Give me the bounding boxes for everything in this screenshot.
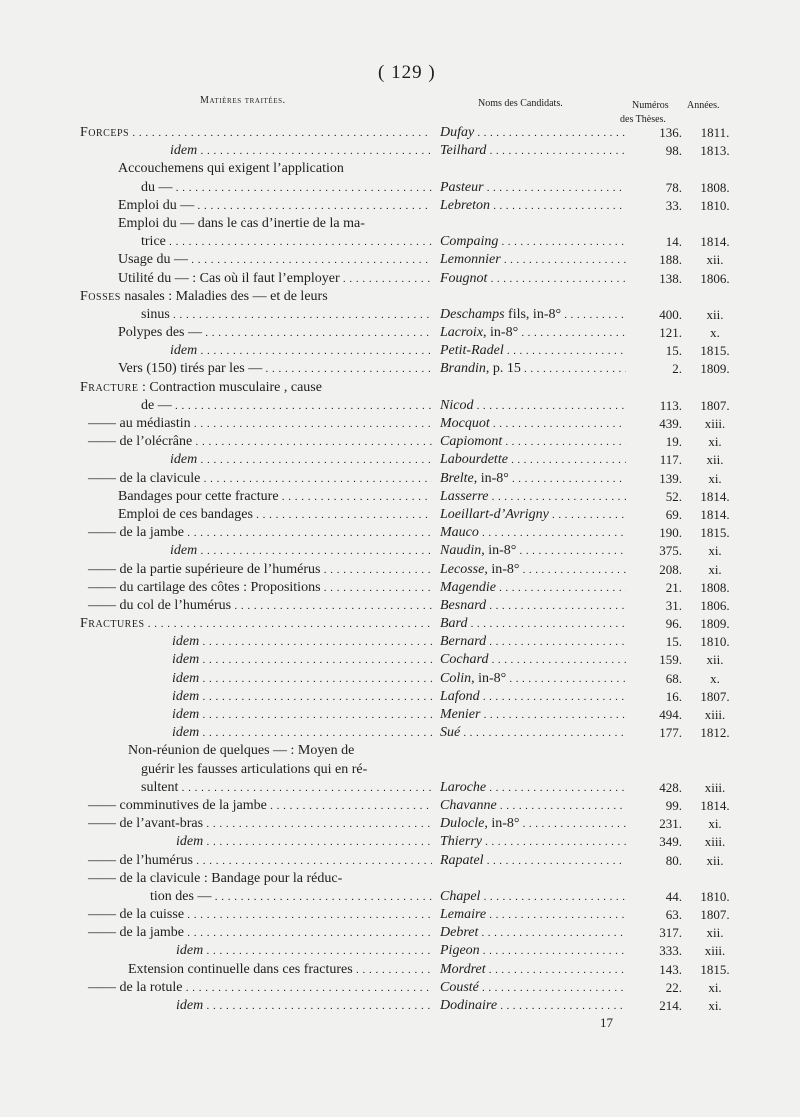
thesis-number-cell: 22.: [665, 979, 682, 995]
year-cell: 1814.: [700, 797, 730, 813]
candidate-cell: Naudin, in-8° . . .: [440, 542, 626, 560]
year-cell: 1809.: [700, 616, 730, 632]
table-row: [0, 997, 800, 1015]
thesis-number-cell: 214.: [659, 998, 682, 1013]
thesis-number-cell: 52.: [665, 488, 682, 504]
candidate-cell: Lasserre . . .: [440, 488, 626, 506]
subject-cell: Emploi du — . . .: [0, 197, 432, 215]
table-row: [0, 451, 800, 469]
subject-cell: Usage du — . . .: [0, 251, 432, 269]
table-row: [0, 797, 800, 815]
subject-cell: idem . . .: [0, 833, 432, 851]
candidate-cell: Capiomont . . .: [440, 433, 626, 451]
thesis-number-cell: 96.: [665, 616, 682, 632]
subject-cell: Emploi de ces bandages . . .: [0, 506, 432, 524]
subject-cell: Non-réunion de quelques — : Moyen de: [128, 743, 355, 759]
year-cell: 1815.: [700, 961, 730, 977]
candidate-cell: Bard . . .: [440, 615, 626, 633]
subject-cell: Vers (150) tirés par les — . . .: [0, 360, 432, 378]
table-row: [0, 597, 800, 615]
subject-cell: idem . . .: [0, 724, 432, 742]
year-cell: 1815.: [700, 343, 730, 359]
subject-cell: sultent . . .: [0, 779, 432, 797]
year-cell: 1811.: [700, 125, 730, 140]
year-cell: xi.: [708, 816, 722, 832]
table-row: [0, 924, 800, 942]
subject-cell: Utilité du — : Cas où il faut l’employer . . .: [0, 270, 432, 288]
year-cell: 1807.: [700, 688, 730, 704]
subject-cell: Fractures . . .: [0, 615, 432, 633]
candidate-cell: Nicod . . .: [440, 397, 626, 415]
thesis-number-cell: 138.: [659, 270, 682, 286]
thesis-number-cell: 15.: [665, 343, 682, 359]
subject-cell: Bandages pour cette fracture . . .: [0, 488, 432, 506]
table-row: [0, 524, 800, 542]
column-header-subjects: Matières traitées.: [200, 95, 286, 106]
index-table: [0, 124, 800, 1015]
subject-cell: Fracture : Contraction musculaire , cause: [80, 379, 322, 395]
table-row: [0, 651, 800, 669]
table-row: [0, 415, 800, 433]
subject-cell: idem . . .: [0, 688, 432, 706]
candidate-cell: Lafond . . .: [440, 688, 626, 706]
thesis-number-cell: 231.: [659, 816, 682, 832]
year-cell: xiii.: [704, 416, 726, 431]
thesis-number-cell: 188.: [659, 252, 682, 268]
table-row: [0, 506, 800, 524]
subject-cell: —— du cartilage des côtes : Propositions . . .: [0, 579, 432, 597]
table-row: [0, 670, 800, 688]
table-row: [0, 542, 800, 560]
subject-cell: Forceps . . .: [0, 124, 432, 142]
table-row: [0, 852, 800, 870]
column-header-years: Années.: [687, 100, 720, 111]
table-row: [0, 306, 800, 324]
table-row: [0, 761, 800, 779]
candidate-cell: Lemaire . . .: [440, 906, 626, 924]
table-row: [0, 942, 800, 960]
subject-cell: idem . . .: [0, 542, 432, 560]
subject-cell: —— de la jambe . . .: [0, 524, 432, 542]
subject-cell: Polypes des — . . .: [0, 324, 432, 342]
signature-mark: 17: [600, 1015, 613, 1030]
thesis-number-cell: 177.: [659, 725, 682, 741]
candidate-cell: Brelte, in-8° . . .: [440, 470, 626, 488]
thesis-number-cell: 333.: [659, 943, 682, 959]
candidate-cell: Cochard . . .: [440, 651, 626, 669]
table-row: [0, 233, 800, 251]
candidate-cell: Mocquot . . .: [440, 415, 626, 433]
year-cell: xii.: [706, 925, 724, 941]
candidate-cell: Chapel . . .: [440, 888, 626, 906]
table-row: [0, 324, 800, 342]
table-row: [0, 906, 800, 924]
subject-cell: idem . . .: [0, 633, 432, 651]
table-row: [0, 961, 800, 979]
candidate-cell: Mordret . . .: [440, 961, 626, 979]
thesis-number-cell: 375.: [659, 543, 682, 559]
thesis-number-cell: 78.: [665, 179, 682, 195]
year-cell: xii.: [706, 252, 724, 268]
thesis-number-cell: 33.: [665, 197, 682, 213]
thesis-number-cell: 139.: [659, 470, 682, 486]
subject-cell: —— de l’avant-bras . . .: [0, 815, 432, 833]
thesis-number-cell: 19.: [665, 434, 682, 450]
candidate-cell: Fougnot . . .: [440, 270, 626, 288]
year-cell: 1815.: [700, 525, 730, 541]
table-row: [0, 379, 800, 397]
subject-cell: idem . . .: [0, 651, 432, 669]
subject-cell: —— de la jambe . . .: [0, 924, 432, 942]
year-cell: x.: [710, 325, 720, 341]
year-cell: 1809.: [700, 361, 730, 377]
table-row: [0, 124, 800, 142]
table-row: [0, 251, 800, 269]
candidate-cell: Dufay . . .: [440, 124, 626, 142]
year-cell: 1806.: [700, 597, 730, 613]
candidate-cell: Compaing . . .: [440, 233, 626, 251]
candidate-cell: Lecosse, in-8° . . .: [440, 561, 626, 579]
table-row: [0, 833, 800, 851]
candidate-cell: Lemonnier . . .: [440, 251, 626, 269]
thesis-number-cell: 99.: [665, 797, 682, 813]
candidate-cell: Deschamps fils, in-8° . . .: [440, 306, 626, 324]
thesis-number-cell: 208.: [659, 561, 682, 577]
thesis-number-cell: 2.: [672, 361, 682, 377]
thesis-number-cell: 143.: [659, 961, 682, 977]
candidate-cell: Colin, in-8° . . .: [440, 670, 626, 688]
year-cell: 1812.: [700, 725, 730, 741]
table-row: [0, 433, 800, 451]
candidate-cell: Brandin, p. 15 . . .: [440, 360, 626, 378]
table-row: [0, 342, 800, 360]
table-row: [0, 724, 800, 742]
candidate-cell: Lebreton . . .: [440, 197, 626, 215]
candidate-cell: Teilhard . . .: [440, 142, 626, 160]
table-row: [0, 706, 800, 724]
column-header-numbers-line2: des Thèses.: [620, 114, 666, 125]
year-cell: 1813.: [700, 143, 730, 159]
table-row: [0, 779, 800, 797]
candidate-cell: Debret . . .: [440, 924, 626, 942]
thesis-number-cell: 15.: [665, 634, 682, 650]
candidate-cell: Dulocle, in-8° . . .: [440, 815, 626, 833]
year-cell: xi.: [708, 543, 722, 559]
candidate-cell: Pigeon . . .: [440, 942, 626, 960]
table-row: [0, 888, 800, 906]
candidate-cell: Bernard . . .: [440, 633, 626, 651]
table-row: [0, 197, 800, 215]
table-row: [0, 179, 800, 197]
table-row: [0, 360, 800, 378]
subject-cell: idem . . .: [0, 670, 432, 688]
page-number: ( 129 ): [378, 62, 436, 83]
candidate-cell: Mauco . . .: [440, 524, 626, 542]
subject-cell: idem . . .: [0, 997, 432, 1015]
thesis-number-cell: 400.: [659, 306, 682, 322]
table-row: [0, 160, 800, 178]
year-cell: xii.: [706, 652, 724, 668]
candidate-cell: Loeillart-d’Avrigny . . .: [440, 506, 626, 524]
thesis-number-cell: 31.: [665, 597, 682, 613]
subject-cell: de — . . .: [0, 397, 432, 415]
thesis-number-cell: 44.: [665, 888, 682, 904]
table-row: [0, 270, 800, 288]
candidate-cell: Pasteur . . .: [440, 179, 626, 197]
subject-cell: trice . . .: [0, 233, 432, 251]
year-cell: 1807.: [700, 907, 730, 923]
candidate-cell: Menier . . .: [440, 706, 626, 724]
thesis-number-cell: 159.: [659, 652, 682, 668]
thesis-number-cell: 439.: [659, 416, 682, 431]
subject-cell: idem . . .: [0, 451, 432, 469]
year-cell: xi.: [708, 998, 722, 1013]
year-cell: x.: [710, 670, 720, 686]
year-cell: xi.: [708, 434, 722, 450]
thesis-number-cell: 121.: [659, 325, 682, 341]
thesis-number-cell: 80.: [665, 852, 682, 868]
year-cell: 1814.: [700, 488, 730, 504]
thesis-number-cell: 136.: [659, 125, 682, 140]
table-row: [0, 979, 800, 997]
candidate-cell: Petit-Radel . . .: [440, 342, 626, 360]
table-row: [0, 561, 800, 579]
thesis-number-cell: 14.: [665, 234, 682, 250]
thesis-number-cell: 16.: [665, 688, 682, 704]
table-row: [0, 579, 800, 597]
subject-cell: —— de l’olécrâne . . .: [0, 433, 432, 451]
table-row: [0, 215, 800, 233]
year-cell: 1810.: [700, 197, 730, 213]
year-cell: 1810.: [700, 888, 730, 904]
year-cell: xi.: [708, 561, 722, 577]
subject-cell: —— au médiastin . . .: [0, 415, 432, 433]
subject-cell: Accouchemens qui exigent l’application: [118, 161, 344, 177]
table-row: [0, 633, 800, 651]
subject-cell: —— de la rotule . . .: [0, 979, 432, 997]
thesis-number-cell: 117.: [659, 452, 682, 468]
subject-cell: guérir les fausses articulations qui en ré-: [141, 761, 368, 777]
subject-cell: —— du col de l’humérus . . .: [0, 597, 432, 615]
subject-cell: idem . . .: [0, 942, 432, 960]
thesis-number-cell: 63.: [665, 907, 682, 923]
candidate-cell: Besnard . . .: [440, 597, 626, 615]
subject-cell: Emploi du — dans le cas d’inertie de la ma-: [118, 215, 365, 231]
thesis-number-cell: 494.: [659, 707, 682, 722]
subject-cell: sinus . . .: [0, 306, 432, 324]
table-row: [0, 470, 800, 488]
table-row: [0, 742, 800, 760]
candidate-cell: Cousté . . .: [440, 979, 626, 997]
thesis-number-cell: 317.: [659, 925, 682, 941]
candidate-cell: Thierry . . .: [440, 833, 626, 851]
table-row: [0, 488, 800, 506]
candidate-cell: Labourdette . . .: [440, 451, 626, 469]
column-header-candidates: Noms des Candidats.: [478, 98, 563, 109]
subject-cell: idem . . .: [0, 706, 432, 724]
year-cell: xiii.: [704, 943, 726, 959]
subject-cell: idem . . .: [0, 342, 432, 360]
table-row: [0, 615, 800, 633]
thesis-number-cell: 190.: [659, 525, 682, 541]
year-cell: xiii.: [704, 834, 726, 850]
subject-cell: idem . . .: [0, 142, 432, 160]
subject-cell: —— comminutives de la jambe . . .: [0, 797, 432, 815]
year-cell: xi.: [708, 470, 722, 486]
year-cell: 1814.: [700, 506, 730, 522]
candidate-cell: Dodinaire . . .: [440, 997, 626, 1015]
subject-cell: —— de la clavicule . . .: [0, 470, 432, 488]
year-cell: 1810.: [700, 634, 730, 650]
candidate-cell: Laroche . . .: [440, 779, 626, 797]
subject-cell: —— de l’humérus . . .: [0, 852, 432, 870]
year-cell: 1807.: [700, 397, 730, 413]
thesis-number-cell: 349.: [659, 834, 682, 850]
year-cell: 1808.: [700, 579, 730, 595]
candidate-cell: Lacroix, in-8° . . .: [440, 324, 626, 342]
subject-cell: —— de la partie supérieure de l’humérus . . .: [0, 561, 432, 579]
subject-cell: Extension continuelle dans ces fractures . . .: [0, 961, 432, 979]
candidate-cell: Magendie . . .: [440, 579, 626, 597]
table-row: [0, 688, 800, 706]
candidate-cell: Chavanne . . .: [440, 797, 626, 815]
subject-cell: Fosses nasales : Maladies des — et de leurs: [80, 288, 328, 304]
year-cell: xii.: [706, 852, 724, 868]
table-row: [0, 397, 800, 415]
table-row: [0, 288, 800, 306]
year-cell: xii.: [706, 452, 724, 468]
table-row: [0, 815, 800, 833]
thesis-number-cell: 68.: [665, 670, 682, 686]
year-cell: 1808.: [700, 179, 730, 195]
year-cell: 1814.: [700, 234, 730, 250]
subject-cell: —— de la clavicule : Bandage pour la réduc-: [88, 870, 343, 886]
thesis-number-cell: 69.: [665, 506, 682, 522]
table-row: [0, 870, 800, 888]
year-cell: xiii.: [704, 707, 726, 722]
subject-cell: du — . . .: [0, 179, 432, 197]
subject-cell: tion des — . . .: [0, 888, 432, 906]
thesis-number-cell: 21.: [665, 579, 682, 595]
candidate-cell: Sué . . .: [440, 724, 626, 742]
column-header-numbers: Numéros: [632, 100, 669, 111]
thesis-number-cell: 428.: [659, 779, 682, 795]
thesis-number-cell: 98.: [665, 143, 682, 159]
year-cell: xii.: [706, 306, 724, 322]
year-cell: xi.: [708, 979, 722, 995]
year-cell: 1806.: [700, 270, 730, 286]
table-row: [0, 142, 800, 160]
candidate-cell: Rapatel . . .: [440, 852, 626, 870]
thesis-number-cell: 113.: [659, 397, 682, 413]
subject-cell: —— de la cuisse . . .: [0, 906, 432, 924]
year-cell: xiii.: [704, 779, 726, 795]
